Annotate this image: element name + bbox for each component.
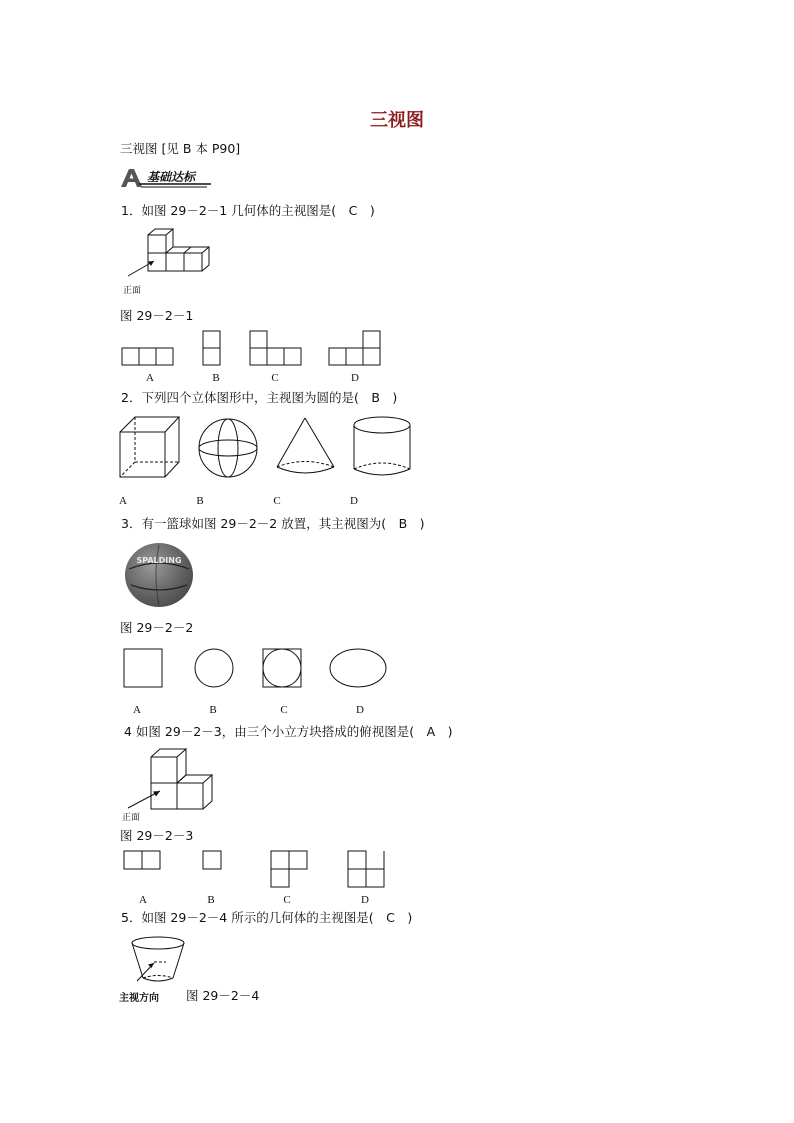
- q5-view-label: 主视方向: [119, 993, 159, 1004]
- q4-caption: 图 29－2－3: [120, 828, 194, 843]
- q2-option-a-label: A: [119, 495, 127, 507]
- q3-option-a-label: A: [133, 704, 141, 716]
- q4-front-label: 正面: [122, 813, 141, 823]
- page-title: 三视图: [370, 110, 424, 131]
- q3-caption: 图 29－2－2: [120, 620, 194, 635]
- question-5-text: 5．如图 29－2－4 所示的几何体的主视图是( C ): [121, 910, 413, 925]
- q4-option-c-label: C: [283, 894, 291, 906]
- q3-option-b-label: B: [209, 704, 217, 716]
- q1-solid-figure: [120, 228, 230, 288]
- q3-option-c-label: C: [280, 704, 288, 716]
- q1-caption: 图 29－2－1: [120, 308, 194, 323]
- section-badge-text: 基础达标: [147, 170, 196, 184]
- q4-option-d-label: D: [361, 894, 369, 906]
- q4-option-b-label: B: [207, 894, 215, 906]
- q4-option-a-label: A: [139, 894, 147, 906]
- q1-options-figures: [120, 331, 390, 371]
- basketball-brand: SPALDING: [136, 556, 182, 565]
- q2-option-b-label: B: [196, 495, 204, 507]
- q5-caption: 图 29－2－4: [186, 988, 260, 1003]
- section-badge: [119, 166, 215, 190]
- question-1-text: 1．如图 29－2－1 几何体的主视图是( C ): [121, 203, 375, 218]
- q1-front-label: 正面: [123, 286, 142, 296]
- q1-option-c-label: C: [271, 372, 279, 384]
- basketball-seams: [125, 543, 193, 607]
- q2-option-d-label: D: [350, 495, 358, 507]
- q1-option-d-label: D: [351, 372, 359, 384]
- q2-solid-figures: [118, 415, 418, 485]
- q1-option-b-label: B: [212, 372, 220, 384]
- subheader: 三视图 [见 B 本 P90]: [120, 141, 241, 156]
- question-2-text: 2．下列四个立体图形中，主视图为圆的是( B ): [121, 390, 398, 405]
- q1-option-a-label: A: [146, 372, 154, 384]
- q4-solid-figure: [120, 745, 220, 815]
- q5-solid-figure: [118, 935, 198, 990]
- q4-options-figures: [122, 850, 392, 890]
- question-4-text: 4 如图 29－2－3，由三个小立方块搭成的俯视图是( A ): [124, 724, 453, 739]
- basketball-image: [125, 543, 193, 607]
- q2-option-c-label: C: [273, 495, 281, 507]
- q3-options-figures: [122, 648, 392, 690]
- question-3-text: 3．有一篮球如图 29－2－2 放置，其主视图为( B ): [121, 516, 425, 531]
- q3-option-d-label: D: [356, 704, 364, 716]
